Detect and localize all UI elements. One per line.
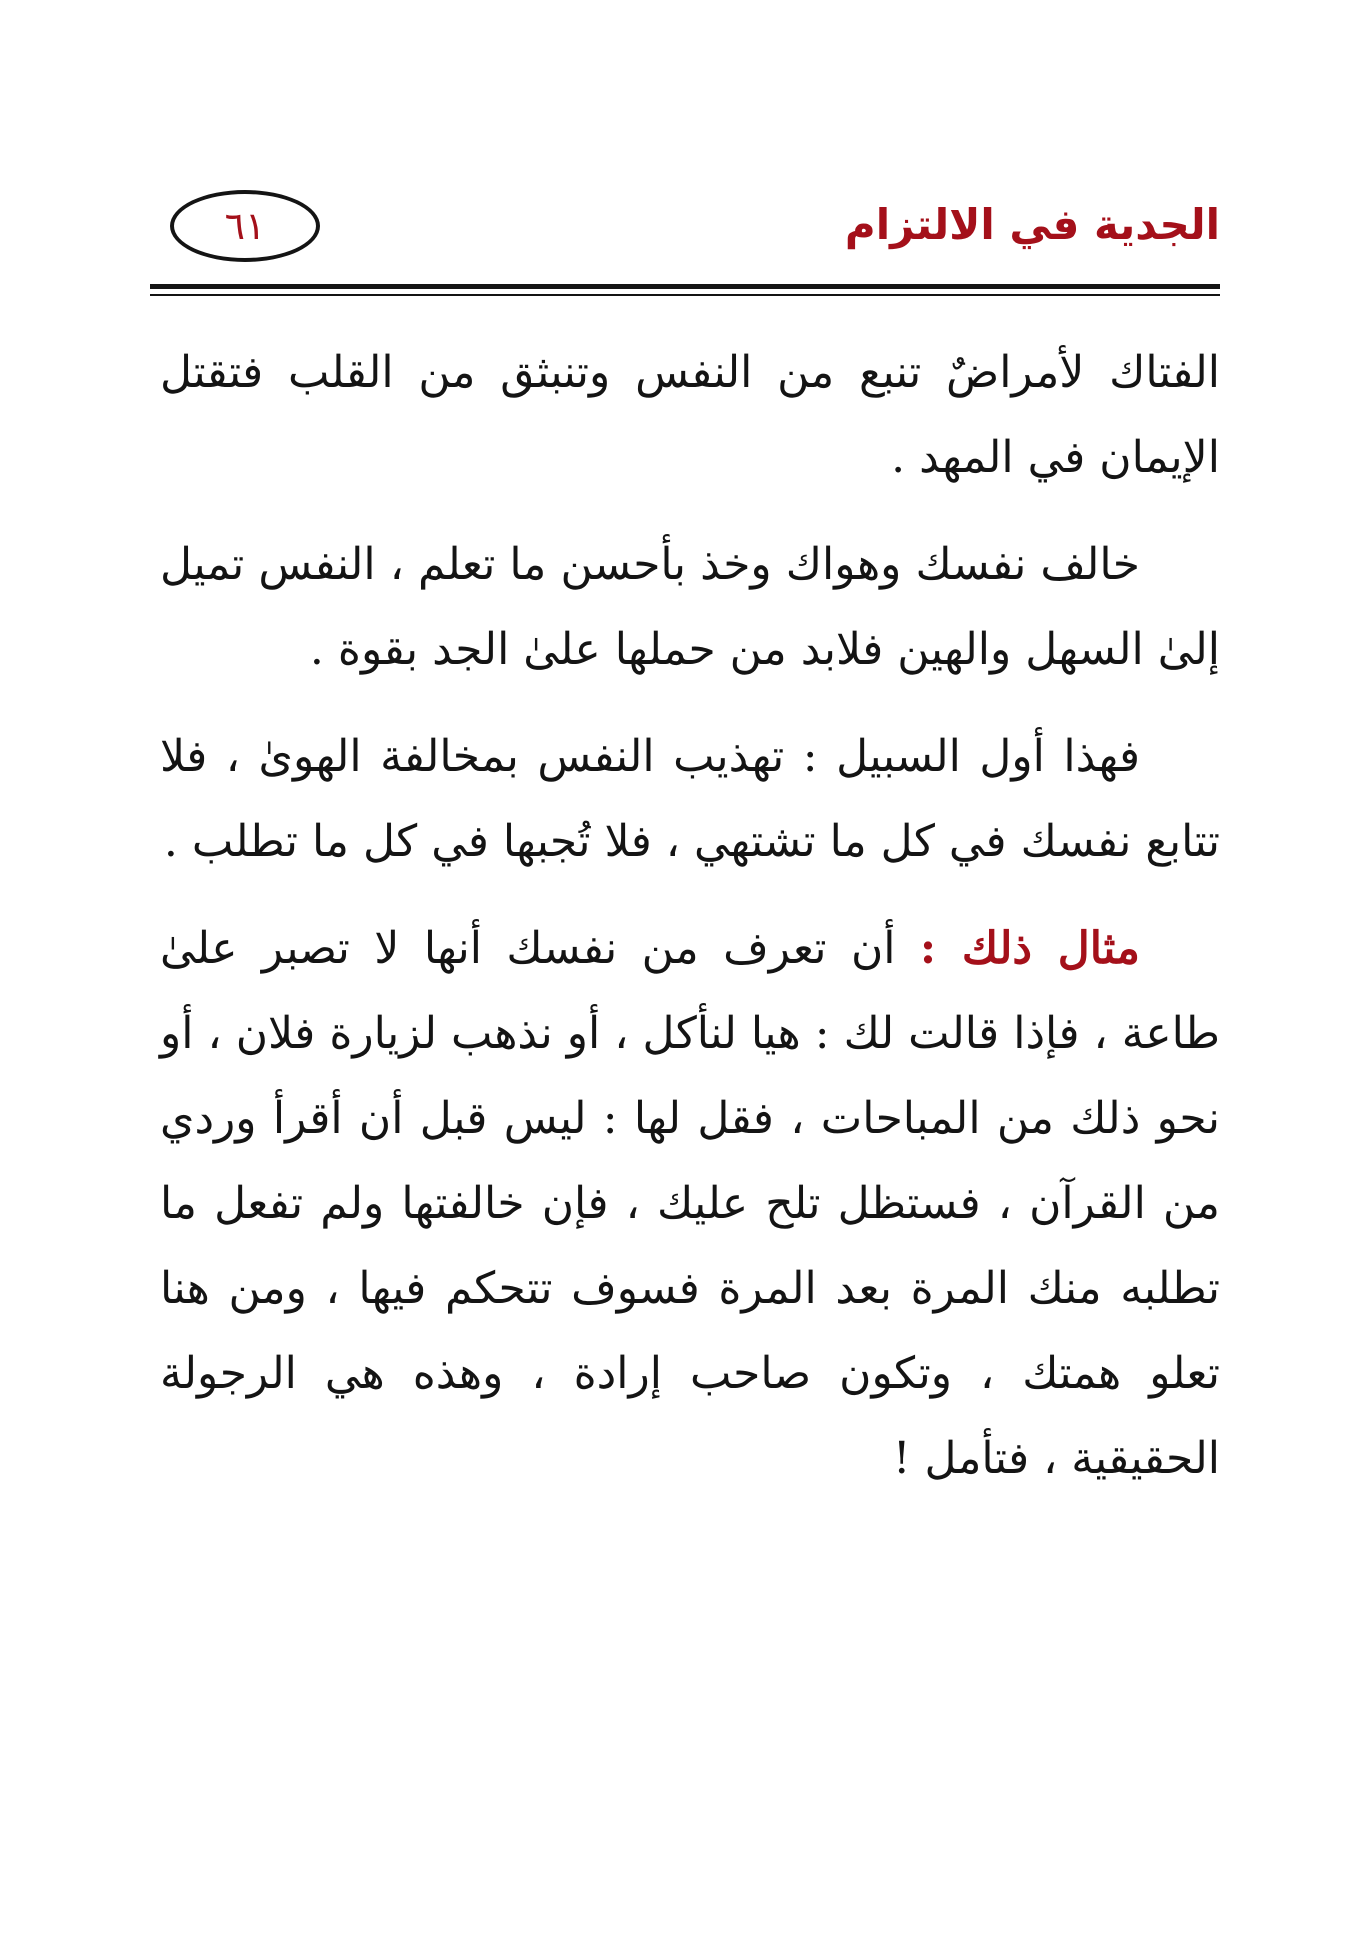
header-rule-thick <box>150 284 1220 289</box>
header-rule-thin <box>150 294 1220 296</box>
paragraph-1: الفتاك لأمراضٌ تنبع من النفس وتنبثق من القلب فتقتل الإيمان في المهد . <box>160 347 1220 483</box>
page-header <box>150 190 1220 290</box>
paragraph-4 <box>160 906 1220 1501</box>
page-number: ٦١ <box>224 204 266 248</box>
page-number-oval <box>170 190 320 262</box>
paragraph-3: فهذا أول السبيل : تهذيب النفس بمخالفة الهوىٰ ، فلا تتابع نفسك في كل ما تشتهي ، فلا تُجبها في كل ما تطلب . <box>160 731 1220 867</box>
body-text <box>160 330 1220 1523</box>
running-title: الجدية في الالتزام <box>844 200 1220 249</box>
example-label: مثال ذلك : <box>919 923 1140 974</box>
paragraph-2: خالف نفسك وهواك وخذ بأحسن ما تعلم ، النفس تميل إلىٰ السهل والهين فلابد من حملها علىٰ الجد بقوة . <box>160 539 1220 675</box>
paragraph-4-text: أن تعرف من نفسك أنها لا تصبر علىٰ طاعة ، فإذا قالت لك : هيا لنأكل ، أو نذهب لزيارة فلان ، أو نحو ذلك من المباحات ، فقل لها : ليس قبل أن أقرأ وردي من القرآن ، فستظل تلح عليك ، فإن خالفتها ولم تفعل ما تطلبه منك المرة بعد المرة فسوف تتحكم فيها ، ومن هنا تعلو همتك ، وتكون صاحب إرادة ، وهذه هي الرجولة الحقيقية ، فتأمل ! <box>160 923 1220 1484</box>
